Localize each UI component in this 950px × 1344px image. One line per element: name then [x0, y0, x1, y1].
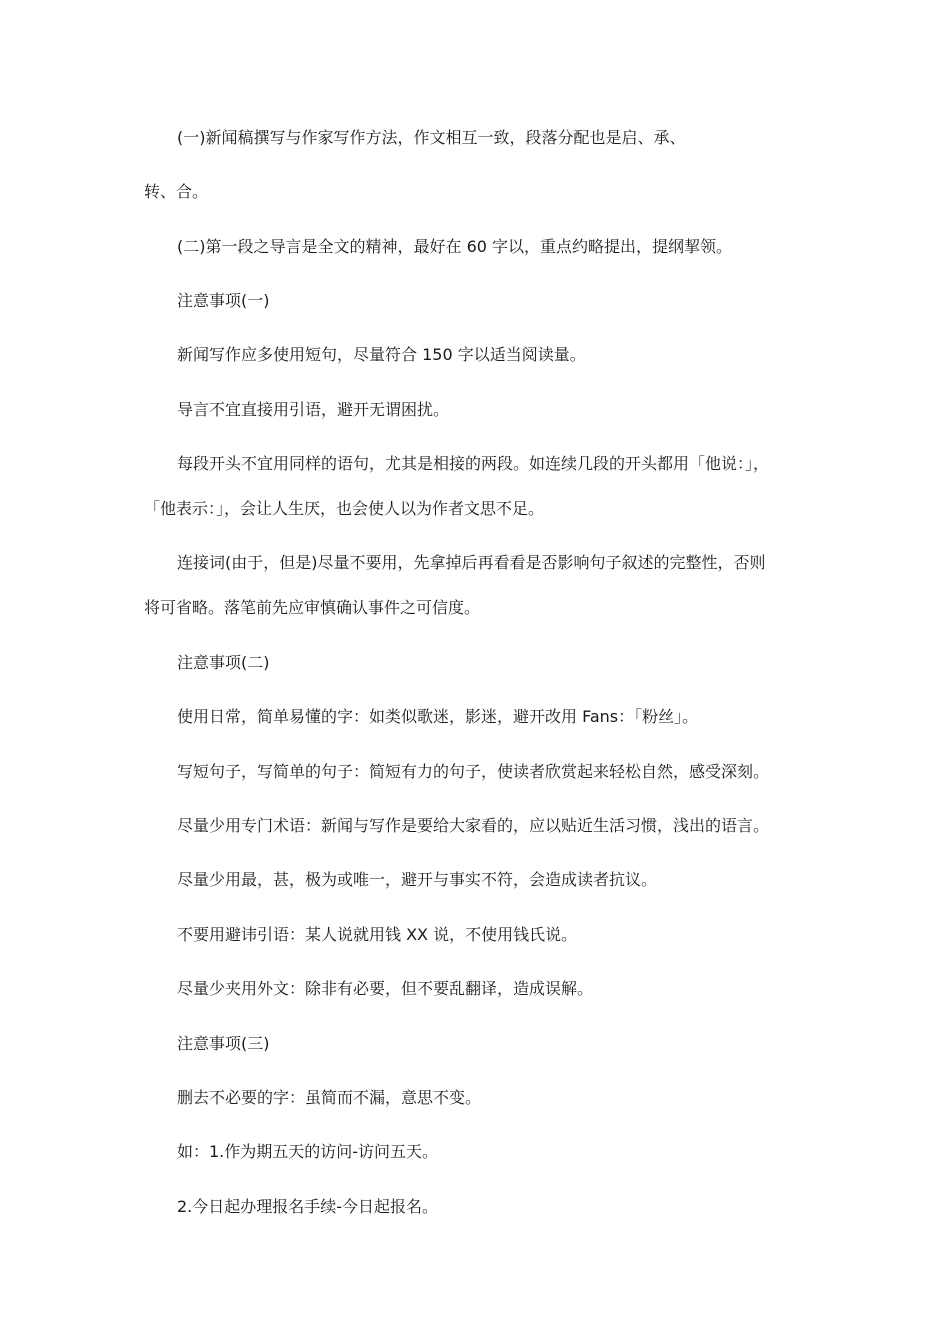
paragraph-line: 使用日常，简单易懂的字：如类似歌迷，影迷，避开改用 Fans：「粉丝」。 — [177, 707, 699, 726]
paragraph-line: 转、合。 — [144, 182, 209, 201]
paragraph-line: 写短句子，写简单的句子：简短有力的句子，使读者欣赏起来轻松自然，感受深刻。 — [177, 762, 770, 781]
paragraph-line: 连接词(由于，但是)尽量不要用，先拿掉后再看看是否影响句子叙述的完整性，否则 — [177, 553, 766, 572]
paragraph-line: 「他表示：」，会让人生厌，也会使人以为作者文思不足。 — [144, 499, 545, 518]
paragraph-line: (二)第一段之导言是全文的精神，最好在 60 字以，重点约略提出，提纲挈领。 — [177, 237, 733, 256]
paragraph-line: 不要用避讳引语：某人说就用钱 XX 说，不使用钱氏说。 — [177, 925, 578, 944]
paragraph-line: 将可省略。落笔前先应审慎确认事件之可信度。 — [144, 598, 481, 617]
paragraph-line: 2.今日起办理报名手续-今日起报名。 — [177, 1197, 439, 1216]
section-heading: 注意事项(一) — [177, 291, 270, 310]
section-heading: 注意事项(三) — [177, 1034, 270, 1053]
paragraph-line: 新闻写作应多使用短句，尽量符合 150 字以适当阅读量。 — [177, 345, 586, 364]
paragraph-line: 尽量少夹用外文：除非有必要，但不要乱翻译，造成误解。 — [177, 979, 594, 998]
paragraph-line: 如：1.作为期五天的访问-访问五天。 — [177, 1142, 439, 1161]
paragraph-line: 每段开头不宜用同样的语句，尤其是相接的两段。如连续几段的开头都用「他说：」， — [177, 454, 770, 473]
paragraph-line: 删去不必要的字：虽简而不漏，意思不变。 — [177, 1088, 482, 1107]
section-heading: 注意事项(二) — [177, 653, 270, 672]
paragraph-line: 尽量少用最，甚，极为或唯一，避开与事实不符，会造成读者抗议。 — [177, 870, 658, 889]
paragraph-line: (一)新闻稿撰写与作家写作方法，作文相互一致，段落分配也是启、承、 — [177, 128, 686, 147]
paragraph-line: 尽量少用专门术语：新闻与写作是要给大家看的，应以贴近生活习惯，浅出的语言。 — [177, 816, 770, 835]
paragraph-line: 导言不宜直接用引语，避开无谓困扰。 — [177, 400, 450, 419]
